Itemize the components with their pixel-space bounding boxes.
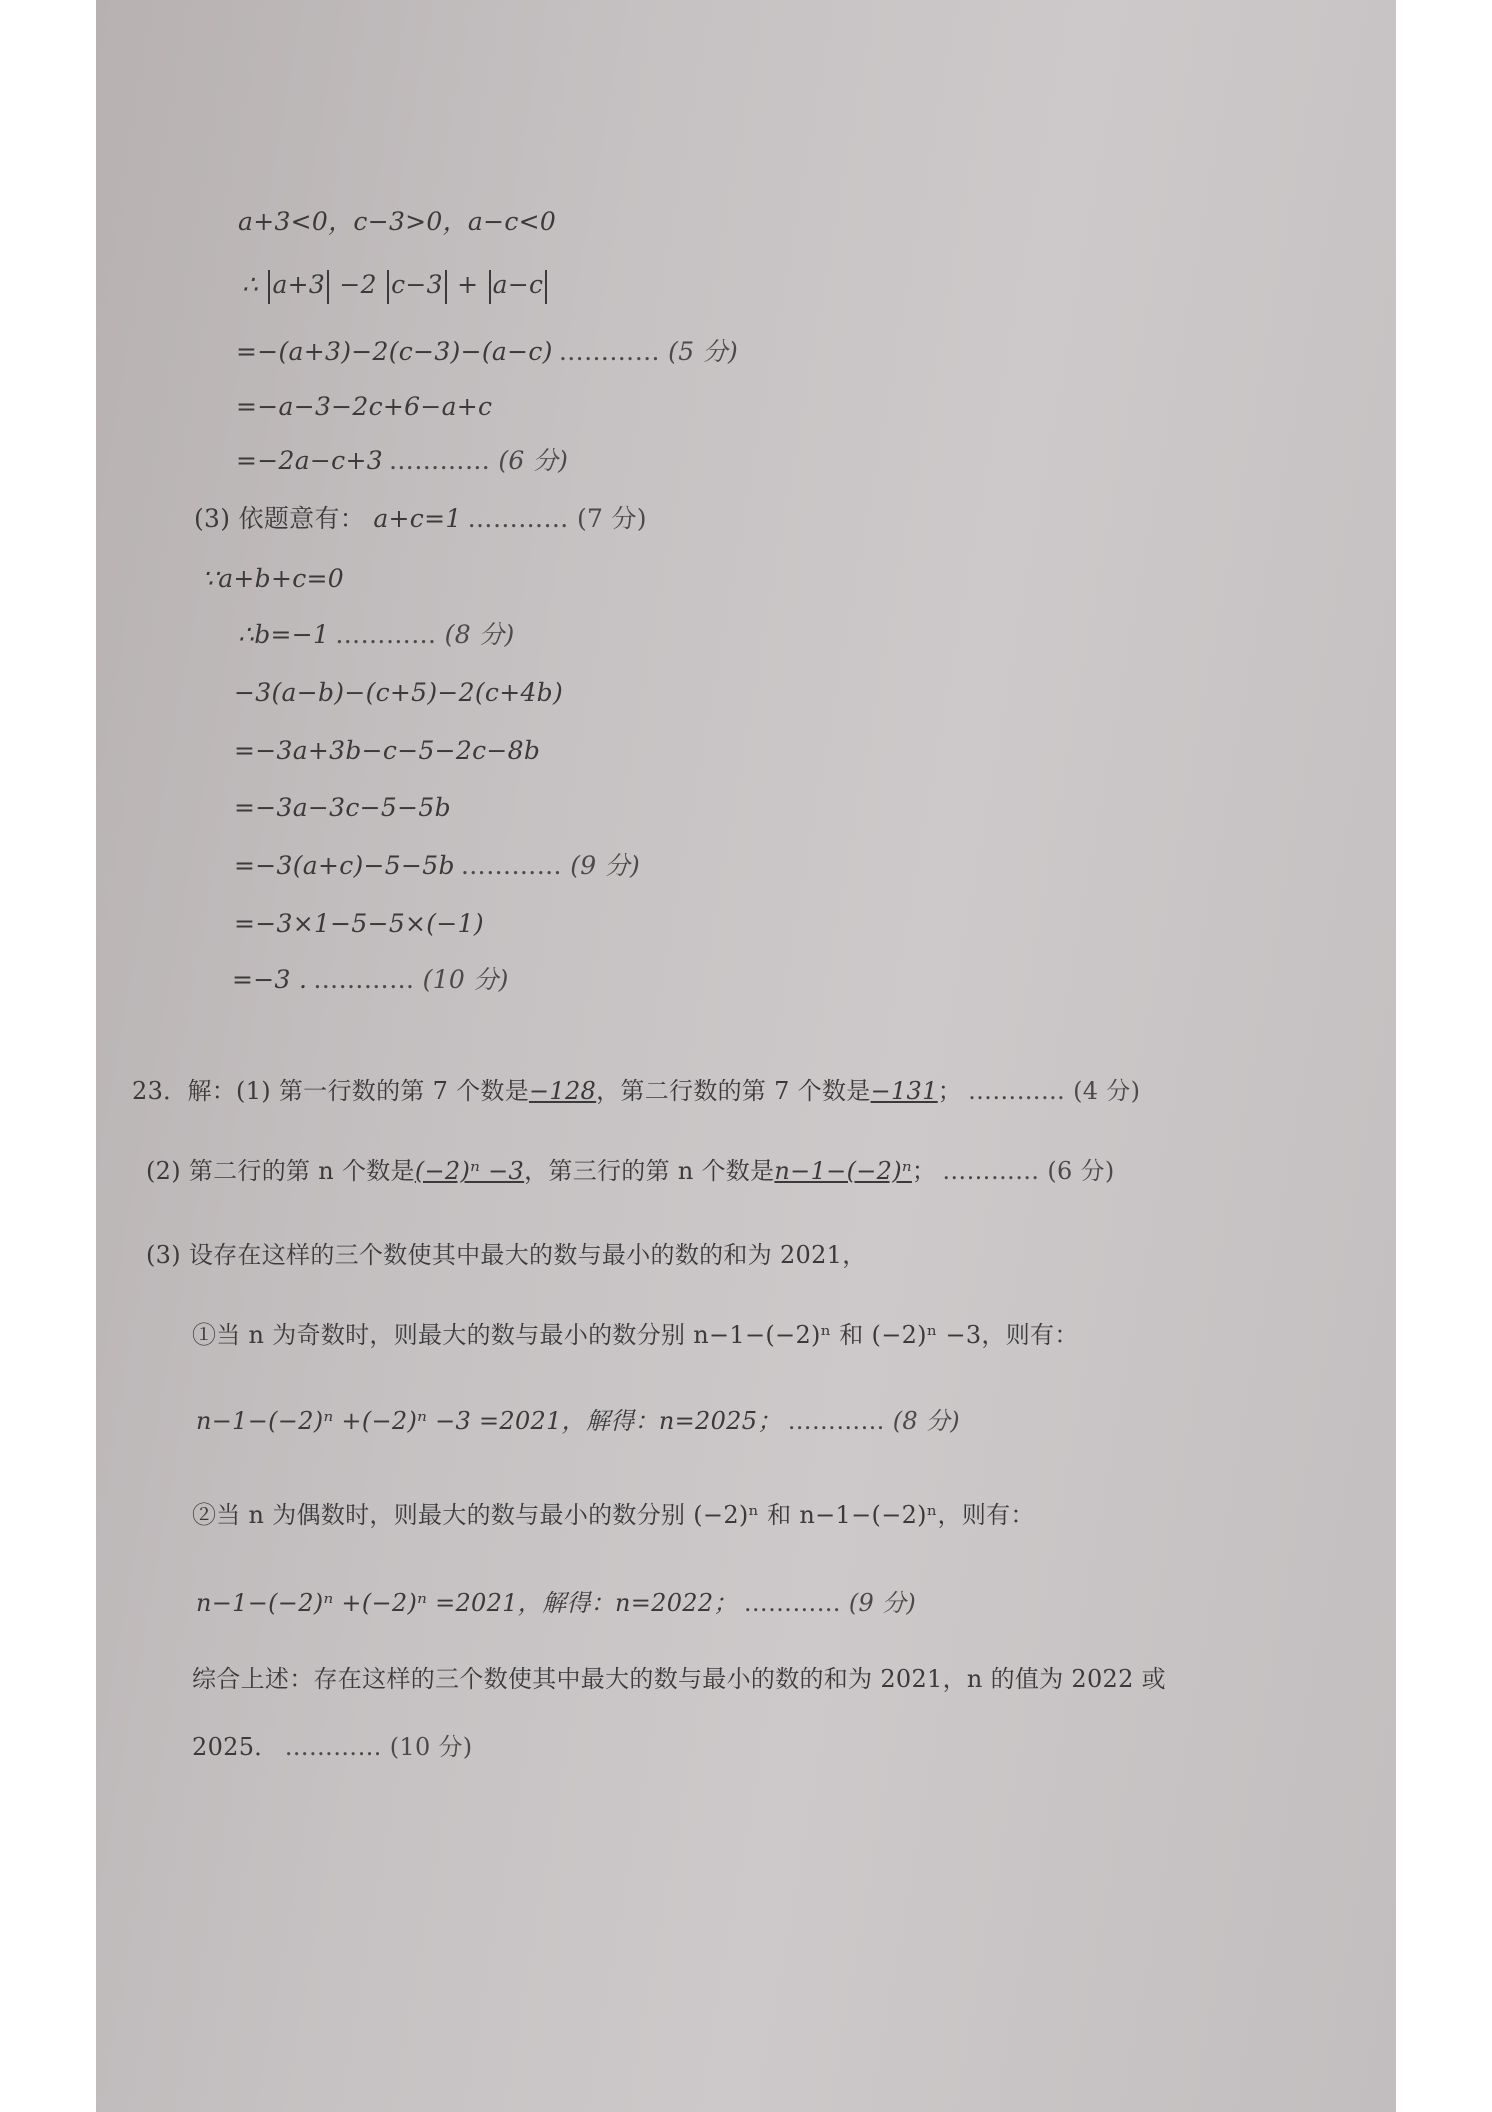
q23-part-2 (146, 1154, 1114, 1188)
equation: n−1−(−2)ⁿ +(−2)ⁿ −3 =2021，解得：n=2025； (196, 1407, 782, 1435)
abs-bar (445, 270, 447, 304)
line-expand-2 (234, 734, 540, 768)
leader-dots: ………… (335, 620, 437, 649)
answer-underlined: n−1−(−2)ⁿ (774, 1157, 912, 1185)
question-text: (2) 第二行的第 n 个数是 (146, 1157, 415, 1185)
equation: n−1−(−2)ⁿ +(−2)ⁿ =2021，解得：n=2022； (196, 1589, 738, 1617)
q23-odd-equation (196, 1404, 960, 1438)
abs-bar (268, 270, 270, 304)
coefficient: −2 (339, 270, 377, 299)
expression: =−2a−c+3 (236, 446, 383, 475)
q23-case-odd (192, 1318, 1079, 1352)
question-text: 综合上述：存在这样的三个数使其中最大的数与最小的数的和为 2021，n 的值为 2022 或 (192, 1665, 1166, 1693)
answer-underlined: −131 (870, 1077, 938, 1105)
question-text: 2025． (192, 1733, 279, 1761)
question-text: ①当 n 为奇数时，则最大的数与最小的数分别 n−1−(−2)ⁿ 和 (−2)ⁿ −3，则有： (192, 1321, 1079, 1349)
score-mark: (7 分) (576, 504, 647, 533)
score-mark: (8 分) (444, 620, 515, 649)
part-label: (3) 依题意有： (194, 504, 366, 533)
line-step-8 (238, 618, 515, 652)
leader-dots: ………… (787, 1407, 885, 1435)
abs-bar (327, 270, 329, 304)
question-text: ，第二行数的第 7 个数是 (596, 1077, 871, 1105)
score-mark: (9 分) (848, 1589, 916, 1617)
line-evaluate (234, 676, 563, 710)
abs-bar (545, 270, 547, 304)
q23-case-even (192, 1498, 1035, 1532)
expression: ∴b=−1 (238, 620, 330, 649)
score-mark: (10 分) (389, 1733, 473, 1761)
line-step-9 (234, 849, 640, 883)
question-text: (3) 设存在这样的三个数使其中最大的数与最小的数的和为 2021， (146, 1241, 867, 1269)
expression: =−3 . (232, 965, 308, 994)
score-mark: (8 分) (892, 1407, 960, 1435)
score-mark: (10 分) (422, 965, 509, 994)
expression: =−a−3−2c+6−a+c (236, 392, 493, 421)
line-simplify (234, 791, 451, 825)
expression: =−3a+3b−c−5−2c−8b (234, 736, 541, 765)
line-absolute-expression (242, 268, 549, 304)
answer-underlined: −128 (529, 1077, 597, 1105)
line-part-3-start (194, 502, 647, 536)
question-text: ②当 n 为偶数时，则最大的数与最小的数分别 (−2)ⁿ 和 n−1−(−2)ⁿ，则有： (192, 1501, 1035, 1529)
leader-dots: ………… (558, 337, 660, 366)
leader-dots: ………… (313, 965, 415, 994)
score-mark: (9 分) (570, 851, 641, 880)
leader-dots: ………… (743, 1589, 841, 1617)
line-step-10 (232, 963, 509, 997)
expression: =−3×1−5−5×(−1) (234, 909, 484, 938)
q23-even-equation (196, 1586, 916, 1620)
leader-dots: ………… (968, 1077, 1066, 1105)
question-text: 23．解：(1) 第一行数的第 7 个数是 (132, 1077, 529, 1105)
expression: −3(a−b)−(c+5)−2(c+4b) (234, 678, 564, 707)
punctuation: ； (937, 1077, 962, 1105)
abs-bar (387, 270, 389, 304)
expression: a+c=1 (373, 504, 462, 533)
abs-term-2: c−3 (391, 270, 443, 299)
leader-dots: ………… (284, 1733, 382, 1761)
inequalities-text: a+3<0，c−3>0，a−c<0 (238, 207, 557, 236)
score-mark: (5 分) (668, 337, 739, 366)
q23-conclusion (192, 1662, 1166, 1696)
score-mark: (6 分) (498, 446, 569, 475)
score-mark: (4 分) (1073, 1077, 1141, 1105)
punctuation: ； (911, 1157, 937, 1185)
therefore-symbol: ∴ (242, 270, 259, 299)
line-step-5 (236, 335, 738, 369)
expression: ∵a+b+c=0 (202, 564, 344, 593)
expression: =−3(a+c)−5−5b (234, 851, 455, 880)
question-text: ，第三行的第 n 个数是 (524, 1157, 775, 1185)
q23-conclusion-end (192, 1730, 472, 1764)
q23-part-1 (132, 1074, 1140, 1108)
leader-dots: ………… (467, 504, 569, 533)
q23-part-3-intro (146, 1238, 867, 1272)
abs-bar (489, 270, 491, 304)
abs-term-3: a−c (492, 270, 544, 299)
leader-dots: ………… (942, 1157, 1040, 1185)
expression: =−(a+3)−2(c−3)−(a−c) (236, 337, 553, 366)
line-substitute (234, 907, 484, 941)
line-step-6 (236, 444, 568, 478)
answer-underlined: (−2)ⁿ −3 (414, 1157, 525, 1185)
leader-dots: ………… (460, 851, 562, 880)
score-mark: (6 分) (1047, 1157, 1115, 1185)
scanned-page (96, 0, 1396, 2112)
leader-dots: ………… (388, 446, 491, 475)
line-inequalities (238, 205, 556, 239)
abs-term-1: a+3 (272, 270, 326, 299)
expression: =−3a−3c−5−5b (234, 793, 451, 822)
line-condition (202, 562, 344, 596)
line-expand (236, 390, 492, 424)
plus-sign: + (457, 270, 479, 299)
